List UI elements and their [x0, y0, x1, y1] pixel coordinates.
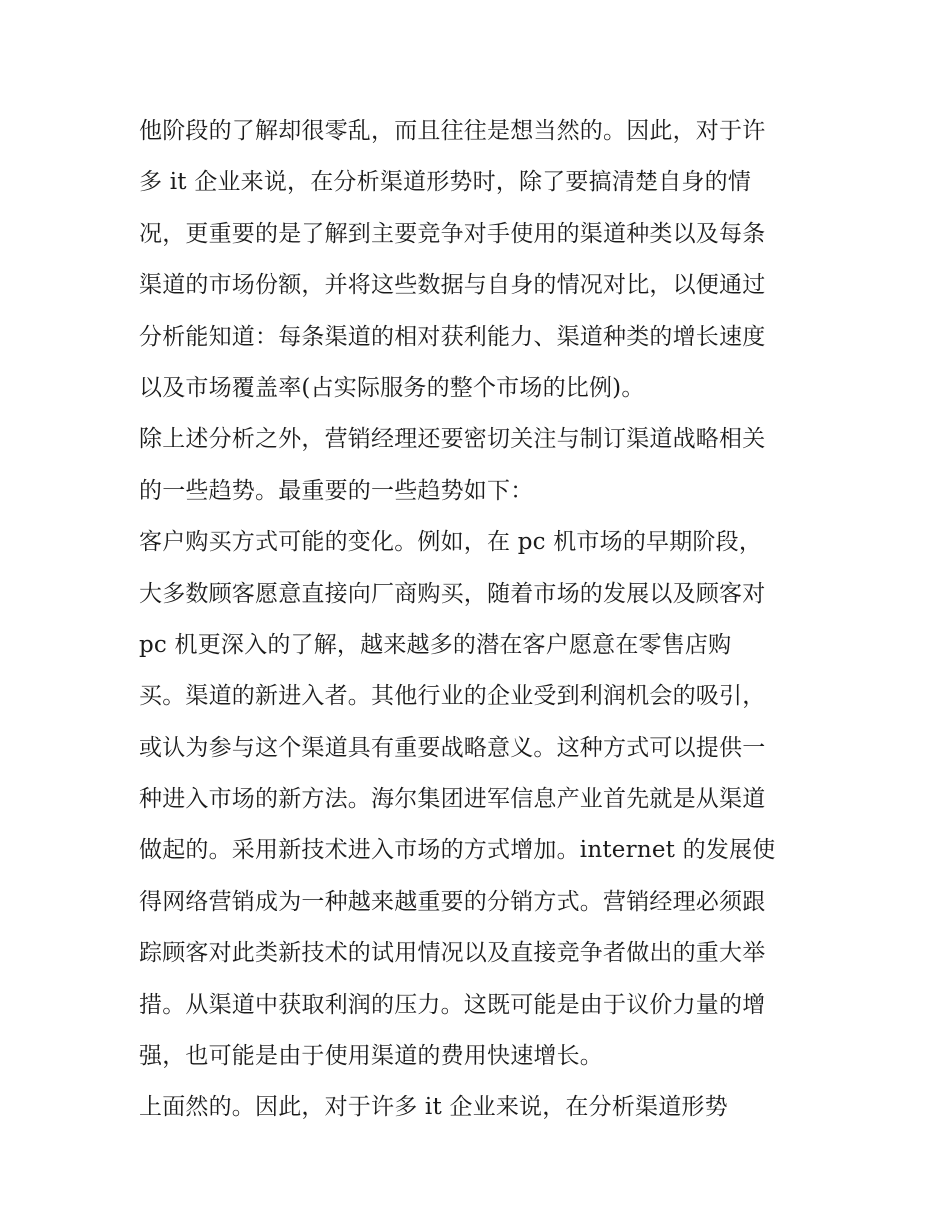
text-line: 多 it 企业来说，在分析渠道形势时，除了要搞清楚自身的情: [139, 169, 752, 196]
text-line: 做起的。采用新技术进入市场的方式增加。internet 的发展使: [139, 837, 776, 864]
text-line: 措。从渠道中获取利润的压力。这既可能是由于议价力量的增: [139, 991, 766, 1018]
text-line: 强，也可能是由于使用渠道的费用快速增长。: [139, 1043, 603, 1070]
text-line: 除上述分析之外，营销经理还要密切关注与制订渠道战略相关: [139, 426, 766, 453]
document-body: [139, 106, 819, 1134]
text-line: 踪顾客对此类新技术的试用情况以及直接竞争者做出的重大举: [139, 940, 766, 967]
text-line: 上面然的。因此，对于许多 it 企业来说，在分析渠道形势: [139, 1094, 728, 1121]
text-line: 种进入市场的新方法。海尔集团进军信息产业首先就是从渠道: [139, 786, 766, 813]
text-line: 或认为参与这个渠道具有重要战略意义。这种方式可以提供一: [139, 734, 766, 761]
text-line: pc 机更深入的了解，越来越多的潜在客户愿意在零售店购: [139, 631, 732, 658]
text-line: 得网络营销成为一种越来越重要的分销方式。营销经理必须跟: [139, 888, 766, 915]
text-line: 的一些趋势。最重要的一些趋势如下：: [139, 477, 534, 504]
text-line: 况，更重要的是了解到主要竞争对手使用的渠道种类以及每条: [139, 220, 766, 247]
text-line: 他阶段的了解却很零乱，而且往往是想当然的。因此，对于许: [139, 118, 766, 144]
text-line: 分析能知道：每条渠道的相对获利能力、渠道种类的增长速度: [139, 323, 766, 350]
text-line: 大多数顾客愿意直接向厂商购买，随着市场的发展以及顾客对: [139, 580, 766, 607]
text-line: 买。渠道的新进入者。其他行业的企业受到利润机会的吸引，: [139, 683, 766, 710]
text-line: 渠道的市场份额，并将这些数据与自身的情况对比，以便通过: [139, 272, 766, 299]
text-line: 以及市场覆盖率(占实际服务的整个市场的比例)。: [139, 374, 645, 401]
text-line: 客户购买方式可能的变化。例如，在 pc 机市场的早期阶段，: [139, 529, 763, 556]
